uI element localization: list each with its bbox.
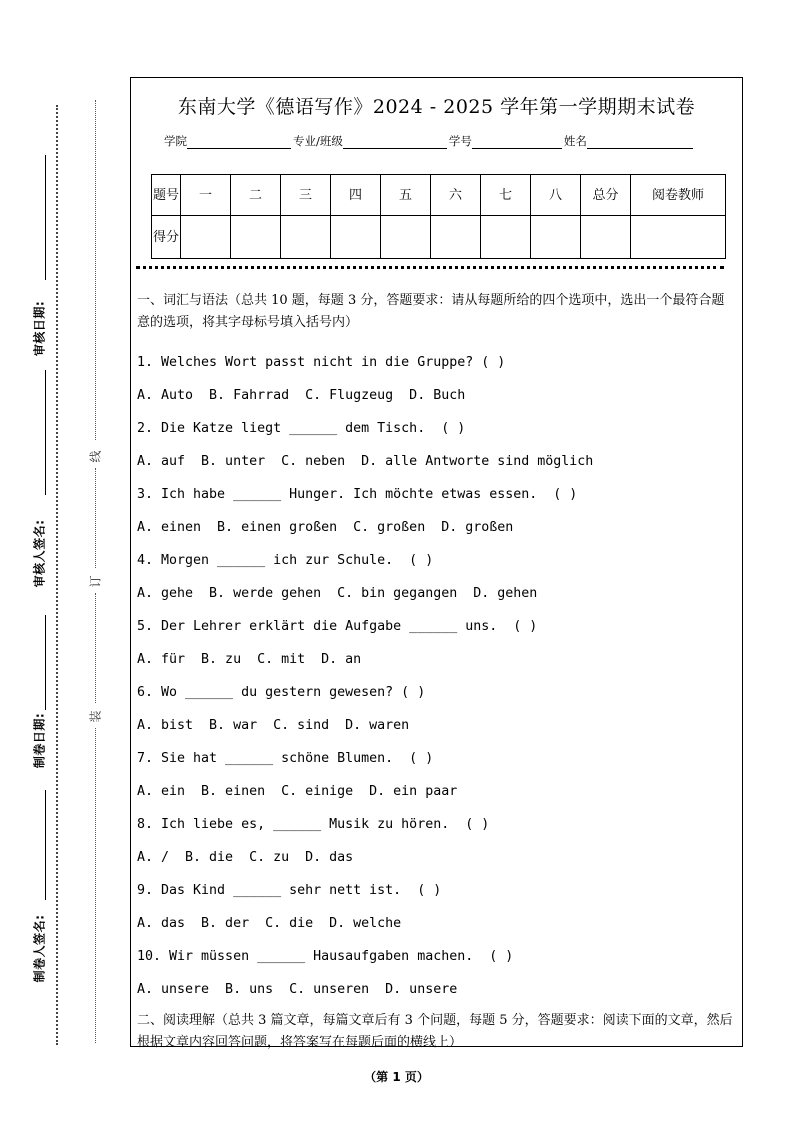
score-cell-8[interactable] (531, 216, 581, 259)
question-8: 8. Ich liebe es, ______ Musik zu hören. ( ) (137, 817, 490, 832)
col-header-6: 六 (431, 175, 481, 216)
question-5-options: A. für B. zu C. mit D. an (137, 652, 362, 667)
question-5: 5. Der Lehrer erklärt die Aufgabe ______ uns. ( ) (137, 619, 538, 634)
col-header-5: 五 (381, 175, 431, 216)
major-class-label: 专业/班级 (293, 134, 343, 148)
question-2: 2. Die Katze liegt ______ dem Tisch. ( ) (137, 421, 466, 436)
question-8-options: A. / B. die C. zu D. das (137, 850, 354, 865)
exam-content (137, 290, 736, 1054)
col-header-7: 七 (481, 175, 531, 216)
col-header-3: 三 (281, 175, 331, 216)
question-6: 6. Wo ______ du gestern gewesen? ( ) (137, 685, 426, 700)
col-header-1: 一 (181, 175, 231, 216)
question-3: 3. Ich habe ______ Hunger. Ich möchte etwas essen. ( ) (137, 487, 578, 502)
section1-heading: 一、词汇与语法（总共 10 题，每题 3 分，答题要求：请从每题所给的四个选项中，选出一个最符合题意的选项，将其字母标号填入括号内） (137, 293, 725, 330)
section-separator (136, 266, 724, 269)
margin-line-solid-2 (45, 370, 46, 495)
prepare-date-label: 制卷日期: (32, 712, 47, 769)
exam-frame (130, 77, 743, 1050)
score-table (151, 174, 726, 259)
col-header-4: 四 (331, 175, 381, 216)
student-info-row (164, 133, 695, 149)
score-cell-7[interactable] (481, 216, 531, 259)
margin-line-solid-1 (45, 155, 46, 280)
score-cell-4[interactable] (331, 216, 381, 259)
preparer-signature-label: 制卷人签名: (32, 914, 47, 983)
question-6-options: A. bist B. war C. sind D. waren (137, 718, 410, 733)
name-label: 姓名 (563, 134, 587, 148)
question-9-options: A. das B. der C. die D. welche (137, 916, 402, 931)
question-10: 10. Wir müssen ______ Hausaufgaben machen. ( ) (137, 949, 514, 964)
binding-line-seg-2 (95, 468, 96, 568)
col-header-8: 八 (531, 175, 581, 216)
question-10-options: A. unsere B. uns C. unseren D. unsere (137, 982, 458, 997)
margin-line-outer (56, 105, 58, 1045)
score-cell-2[interactable] (231, 216, 281, 259)
score-cell-total[interactable] (581, 216, 631, 259)
section2-heading: 二、阅读理解（总共 3 篇文章，每篇文章后有 3 个问题，每题 5 分，答题要求：阅读下面的文章，然后根据文章内容回答问题，将答案写在每题后面的横线上） (137, 1013, 733, 1050)
question-9: 9. Das Kind ______ sehr nett ist. ( ) (137, 883, 442, 898)
page-number: （第 1 页） (364, 1070, 429, 1084)
margin-line-solid-4 (45, 790, 46, 900)
student-id-label: 学号 (448, 134, 472, 148)
question-2-options: A. auf B. unter C. neben D. alle Antworte sind möglich (137, 454, 594, 469)
binding-line-seg-4 (95, 728, 96, 1043)
total-header: 总分 (581, 175, 631, 216)
review-date-label: 审核日期: (32, 300, 47, 357)
score-cell-3[interactable] (281, 216, 331, 259)
binding-line-seg-3 (95, 593, 96, 703)
col-header-2: 二 (231, 175, 281, 216)
binding-mark-ding: 订 (88, 575, 103, 588)
question-1: 1. Welches Wort passt nicht in die Gruppe? ( ) (137, 355, 506, 370)
question-4: 4. Morgen ______ ich zur Schule. ( ) (137, 553, 434, 568)
score-cell-6[interactable] (431, 216, 481, 259)
question-3-options: A. einen B. einen großen C. großen D. großen (137, 520, 514, 535)
score-cell-5[interactable] (381, 216, 431, 259)
grader-header: 阅卷教师 (631, 175, 726, 216)
binding-mark-xian: 线 (88, 450, 103, 463)
college-label: 学院 (164, 134, 187, 148)
question-7-options: A. ein B. einen C. einige D. ein paar (137, 784, 458, 799)
score-row-header: 得分 (152, 216, 181, 259)
exam-title: 东南大学《德语写作》2024 - 2025 学年第一学期期末试卷 (177, 96, 696, 118)
binding-mark-zhuang: 装 (88, 710, 103, 723)
college-field[interactable] (187, 137, 291, 149)
question-1-options: A. Auto B. Fahrrad C. Flugzeug D. Buch (137, 388, 466, 403)
question-number-header: 题号 (152, 175, 181, 216)
reviewer-signature-label: 审核人签名: (32, 519, 47, 588)
student-id-field[interactable] (472, 137, 562, 149)
name-field[interactable] (587, 137, 693, 149)
margin-line-solid-3 (45, 615, 46, 710)
binding-line-seg-1 (95, 100, 96, 440)
score-cell-1[interactable] (181, 216, 231, 259)
score-cell-grader[interactable] (631, 216, 726, 259)
major-class-field[interactable] (343, 137, 447, 149)
question-7: 7. Sie hat ______ schöne Blumen. ( ) (137, 751, 434, 766)
question-4-options: A. gehe B. werde gehen C. bin gegangen D. gehen (137, 586, 538, 601)
